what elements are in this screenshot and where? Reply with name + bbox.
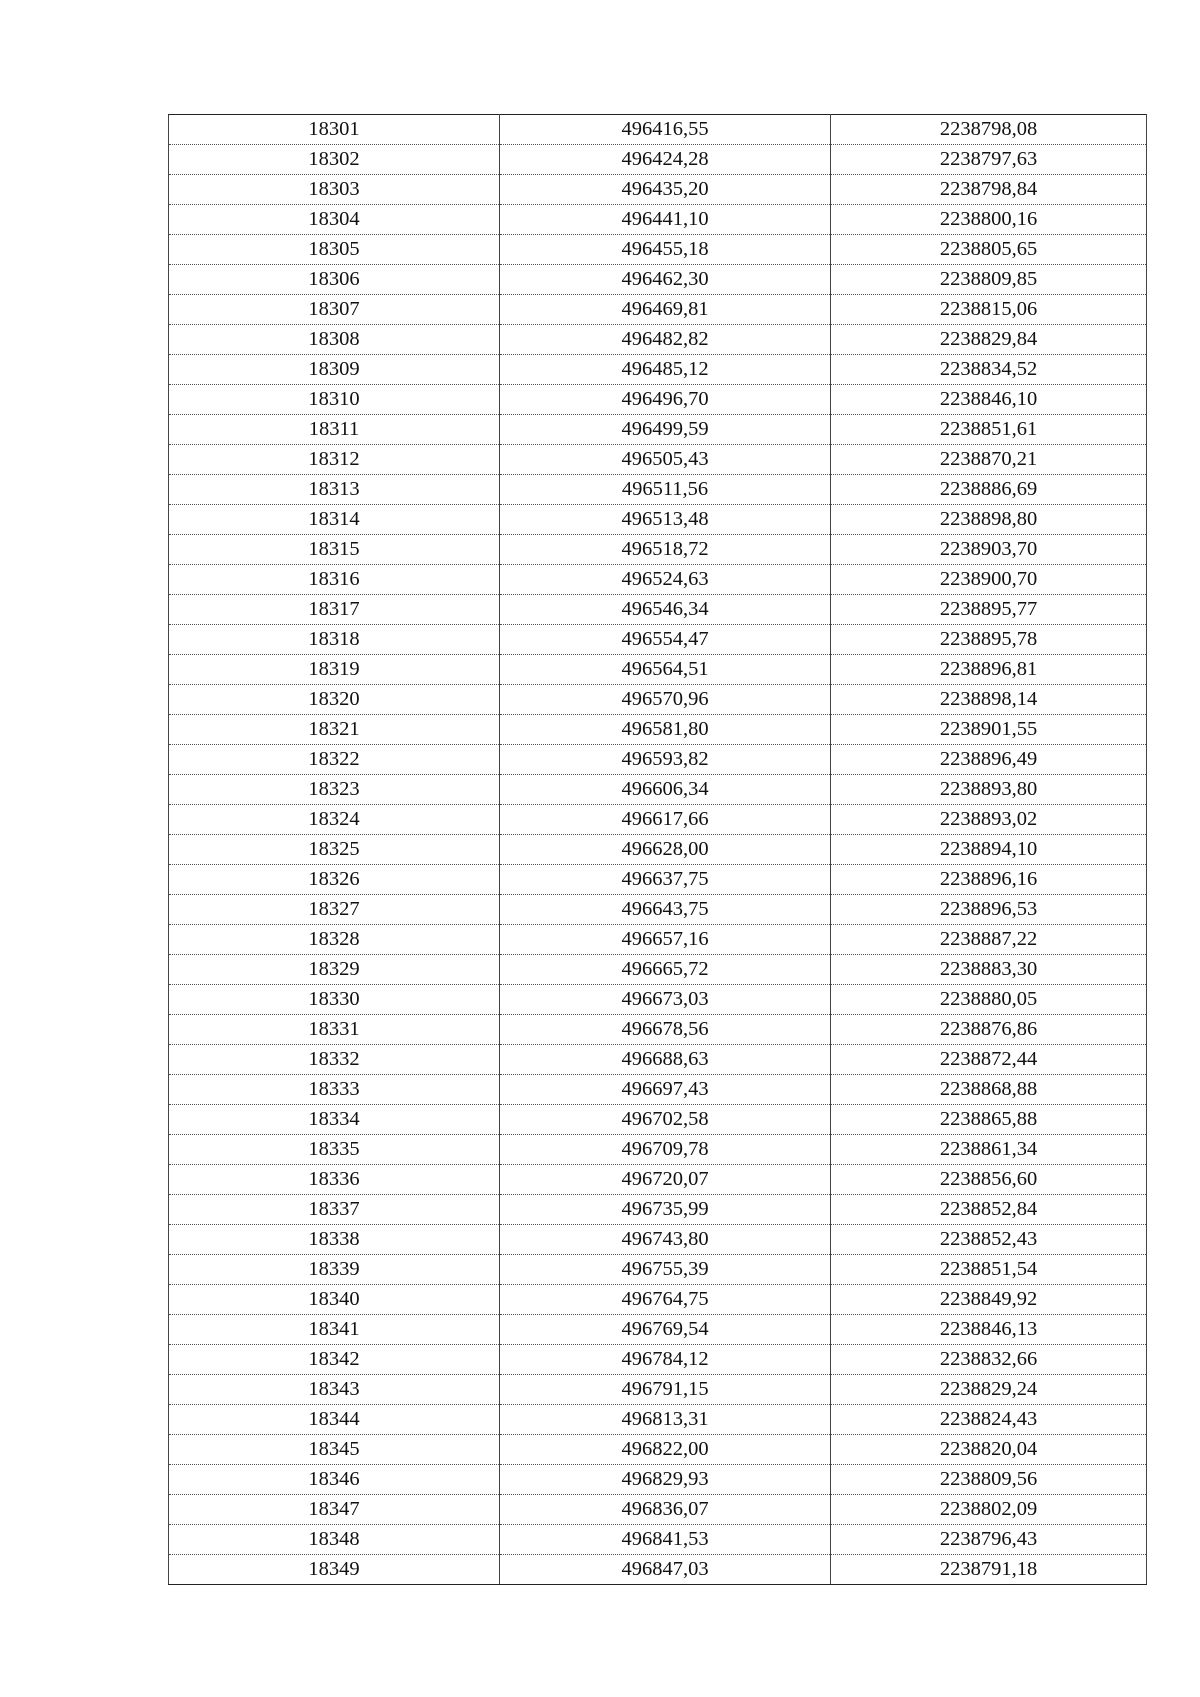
table-row	[169, 1045, 1147, 1075]
point-number-cell: 18306	[169, 265, 500, 295]
table-row	[169, 1465, 1147, 1495]
y-coordinate-cell: 2238851,61	[831, 415, 1147, 445]
x-coordinate-cell: 496735,99	[500, 1195, 831, 1225]
point-number-cell: 18327	[169, 895, 500, 925]
table-row	[169, 865, 1147, 895]
x-coordinate-cell: 496628,00	[500, 835, 831, 865]
x-coordinate-cell: 496743,80	[500, 1225, 831, 1255]
y-coordinate-cell: 2238809,85	[831, 265, 1147, 295]
x-coordinate-cell: 496546,34	[500, 595, 831, 625]
x-coordinate-cell: 496435,20	[500, 175, 831, 205]
point-number-cell: 18313	[169, 475, 500, 505]
point-number-cell: 18320	[169, 685, 500, 715]
point-number-cell: 18319	[169, 655, 500, 685]
y-coordinate-cell: 2238834,52	[831, 355, 1147, 385]
y-coordinate-cell: 2238883,30	[831, 955, 1147, 985]
table-row	[169, 1165, 1147, 1195]
x-coordinate-cell: 496813,31	[500, 1405, 831, 1435]
table-row	[169, 625, 1147, 655]
point-number-cell: 18324	[169, 805, 500, 835]
y-coordinate-cell: 2238887,22	[831, 925, 1147, 955]
table-row	[169, 385, 1147, 415]
x-coordinate-cell: 496688,63	[500, 1045, 831, 1075]
y-coordinate-cell: 2238880,05	[831, 985, 1147, 1015]
y-coordinate-cell: 2238893,02	[831, 805, 1147, 835]
y-coordinate-cell: 2238868,88	[831, 1075, 1147, 1105]
y-coordinate-cell: 2238832,66	[831, 1345, 1147, 1375]
y-coordinate-cell: 2238896,49	[831, 745, 1147, 775]
table-row	[169, 715, 1147, 745]
x-coordinate-cell: 496513,48	[500, 505, 831, 535]
x-coordinate-cell: 496606,34	[500, 775, 831, 805]
y-coordinate-cell: 2238809,56	[831, 1465, 1147, 1495]
y-coordinate-cell: 2238798,84	[831, 175, 1147, 205]
x-coordinate-cell: 496829,93	[500, 1465, 831, 1495]
x-coordinate-cell: 496841,53	[500, 1525, 831, 1555]
table-row	[169, 1435, 1147, 1465]
point-number-cell: 18334	[169, 1105, 500, 1135]
y-coordinate-cell: 2238870,21	[831, 445, 1147, 475]
point-number-cell: 18338	[169, 1225, 500, 1255]
table-row	[169, 115, 1147, 145]
table-row	[169, 1315, 1147, 1345]
x-coordinate-cell: 496678,56	[500, 1015, 831, 1045]
point-number-cell: 18314	[169, 505, 500, 535]
table-row	[169, 1285, 1147, 1315]
point-number-cell: 18335	[169, 1135, 500, 1165]
table-row	[169, 355, 1147, 385]
table-row	[169, 775, 1147, 805]
y-coordinate-cell: 2238886,69	[831, 475, 1147, 505]
x-coordinate-cell: 496469,81	[500, 295, 831, 325]
y-coordinate-cell: 2238895,78	[831, 625, 1147, 655]
y-coordinate-cell: 2238849,92	[831, 1285, 1147, 1315]
point-number-cell: 18347	[169, 1495, 500, 1525]
table-row	[169, 1555, 1147, 1585]
y-coordinate-cell: 2238797,63	[831, 145, 1147, 175]
table-row	[169, 1075, 1147, 1105]
y-coordinate-cell: 2238796,43	[831, 1525, 1147, 1555]
x-coordinate-cell: 496720,07	[500, 1165, 831, 1195]
point-number-cell: 18328	[169, 925, 500, 955]
y-coordinate-cell: 2238896,53	[831, 895, 1147, 925]
x-coordinate-cell: 496764,75	[500, 1285, 831, 1315]
point-number-cell: 18342	[169, 1345, 500, 1375]
y-coordinate-cell: 2238851,54	[831, 1255, 1147, 1285]
y-coordinate-cell: 2238829,24	[831, 1375, 1147, 1405]
y-coordinate-cell: 2238896,16	[831, 865, 1147, 895]
x-coordinate-cell: 496836,07	[500, 1495, 831, 1525]
table-row	[169, 655, 1147, 685]
y-coordinate-cell: 2238865,88	[831, 1105, 1147, 1135]
x-coordinate-cell: 496593,82	[500, 745, 831, 775]
point-number-cell: 18321	[169, 715, 500, 745]
point-number-cell: 18311	[169, 415, 500, 445]
table-row	[169, 445, 1147, 475]
point-number-cell: 18310	[169, 385, 500, 415]
table-row	[169, 1405, 1147, 1435]
x-coordinate-cell: 496581,80	[500, 715, 831, 745]
x-coordinate-cell: 496455,18	[500, 235, 831, 265]
point-number-cell: 18309	[169, 355, 500, 385]
x-coordinate-cell: 496496,70	[500, 385, 831, 415]
x-coordinate-cell: 496482,82	[500, 325, 831, 355]
point-number-cell: 18331	[169, 1015, 500, 1045]
y-coordinate-cell: 2238901,55	[831, 715, 1147, 745]
y-coordinate-cell: 2238846,13	[831, 1315, 1147, 1345]
point-number-cell: 18316	[169, 565, 500, 595]
point-number-cell: 18340	[169, 1285, 500, 1315]
x-coordinate-cell: 496702,58	[500, 1105, 831, 1135]
table-row	[169, 955, 1147, 985]
y-coordinate-cell: 2238824,43	[831, 1405, 1147, 1435]
x-coordinate-cell: 496485,12	[500, 355, 831, 385]
point-number-cell: 18317	[169, 595, 500, 625]
y-coordinate-cell: 2238798,08	[831, 115, 1147, 145]
y-coordinate-cell: 2238802,09	[831, 1495, 1147, 1525]
point-number-cell: 18315	[169, 535, 500, 565]
table-row	[169, 595, 1147, 625]
x-coordinate-cell: 496784,12	[500, 1345, 831, 1375]
point-number-cell: 18318	[169, 625, 500, 655]
table-row	[169, 295, 1147, 325]
table-row	[169, 1375, 1147, 1405]
y-coordinate-cell: 2238856,60	[831, 1165, 1147, 1195]
table-row	[169, 925, 1147, 955]
point-number-cell: 18307	[169, 295, 500, 325]
y-coordinate-cell: 2238852,84	[831, 1195, 1147, 1225]
x-coordinate-cell: 496637,75	[500, 865, 831, 895]
x-coordinate-cell: 496709,78	[500, 1135, 831, 1165]
table-row	[169, 1135, 1147, 1165]
y-coordinate-cell: 2238898,14	[831, 685, 1147, 715]
table-row	[169, 1345, 1147, 1375]
point-number-cell: 18323	[169, 775, 500, 805]
y-coordinate-cell: 2238815,06	[831, 295, 1147, 325]
table-row	[169, 145, 1147, 175]
point-number-cell: 18302	[169, 145, 500, 175]
y-coordinate-cell: 2238900,70	[831, 565, 1147, 595]
table-row	[169, 745, 1147, 775]
point-number-cell: 18303	[169, 175, 500, 205]
point-number-cell: 18332	[169, 1045, 500, 1075]
table-row	[169, 1105, 1147, 1135]
y-coordinate-cell: 2238876,86	[831, 1015, 1147, 1045]
point-number-cell: 18330	[169, 985, 500, 1015]
point-number-cell: 18312	[169, 445, 500, 475]
table-row	[169, 325, 1147, 355]
x-coordinate-cell: 496524,63	[500, 565, 831, 595]
x-coordinate-cell: 496564,51	[500, 655, 831, 685]
y-coordinate-cell: 2238895,77	[831, 595, 1147, 625]
table-row	[169, 1255, 1147, 1285]
x-coordinate-cell: 496424,28	[500, 145, 831, 175]
point-number-cell: 18305	[169, 235, 500, 265]
point-number-cell: 18333	[169, 1075, 500, 1105]
point-number-cell: 18308	[169, 325, 500, 355]
x-coordinate-cell: 496511,56	[500, 475, 831, 505]
x-coordinate-cell: 496755,39	[500, 1255, 831, 1285]
table-row	[169, 895, 1147, 925]
coordinates-table-body	[169, 115, 1147, 1585]
point-number-cell: 18326	[169, 865, 500, 895]
y-coordinate-cell: 2238829,84	[831, 325, 1147, 355]
x-coordinate-cell: 496791,15	[500, 1375, 831, 1405]
table-row	[169, 1495, 1147, 1525]
table-row	[169, 205, 1147, 235]
x-coordinate-cell: 496673,03	[500, 985, 831, 1015]
y-coordinate-cell: 2238800,16	[831, 205, 1147, 235]
x-coordinate-cell: 496416,55	[500, 115, 831, 145]
point-number-cell: 18325	[169, 835, 500, 865]
y-coordinate-cell: 2238805,65	[831, 235, 1147, 265]
point-number-cell: 18348	[169, 1525, 500, 1555]
point-number-cell: 18344	[169, 1405, 500, 1435]
coordinates-table	[168, 114, 1147, 1585]
y-coordinate-cell: 2238791,18	[831, 1555, 1147, 1585]
x-coordinate-cell: 496665,72	[500, 955, 831, 985]
point-number-cell: 18343	[169, 1375, 500, 1405]
x-coordinate-cell: 496769,54	[500, 1315, 831, 1345]
x-coordinate-cell: 496657,16	[500, 925, 831, 955]
point-number-cell: 18336	[169, 1165, 500, 1195]
y-coordinate-cell: 2238872,44	[831, 1045, 1147, 1075]
x-coordinate-cell: 496518,72	[500, 535, 831, 565]
x-coordinate-cell: 496822,00	[500, 1435, 831, 1465]
point-number-cell: 18337	[169, 1195, 500, 1225]
table-row	[169, 1225, 1147, 1255]
table-row	[169, 175, 1147, 205]
point-number-cell: 18339	[169, 1255, 500, 1285]
table-row	[169, 505, 1147, 535]
table-row	[169, 1525, 1147, 1555]
table-row	[169, 535, 1147, 565]
x-coordinate-cell: 496847,03	[500, 1555, 831, 1585]
point-number-cell: 18322	[169, 745, 500, 775]
x-coordinate-cell: 496505,43	[500, 445, 831, 475]
y-coordinate-cell: 2238896,81	[831, 655, 1147, 685]
x-coordinate-cell: 496617,66	[500, 805, 831, 835]
table-row	[169, 265, 1147, 295]
x-coordinate-cell: 496499,59	[500, 415, 831, 445]
y-coordinate-cell: 2238820,04	[831, 1435, 1147, 1465]
point-number-cell: 18346	[169, 1465, 500, 1495]
table-row	[169, 1015, 1147, 1045]
table-row	[169, 565, 1147, 595]
table-row	[169, 805, 1147, 835]
y-coordinate-cell: 2238852,43	[831, 1225, 1147, 1255]
table-row	[169, 475, 1147, 505]
point-number-cell: 18341	[169, 1315, 500, 1345]
y-coordinate-cell: 2238846,10	[831, 385, 1147, 415]
y-coordinate-cell: 2238903,70	[831, 535, 1147, 565]
point-number-cell: 18304	[169, 205, 500, 235]
y-coordinate-cell: 2238893,80	[831, 775, 1147, 805]
table-row	[169, 685, 1147, 715]
point-number-cell: 18349	[169, 1555, 500, 1585]
x-coordinate-cell: 496462,30	[500, 265, 831, 295]
x-coordinate-cell: 496643,75	[500, 895, 831, 925]
x-coordinate-cell: 496697,43	[500, 1075, 831, 1105]
table-row	[169, 985, 1147, 1015]
y-coordinate-cell: 2238894,10	[831, 835, 1147, 865]
table-row	[169, 235, 1147, 265]
x-coordinate-cell: 496570,96	[500, 685, 831, 715]
y-coordinate-cell: 2238861,34	[831, 1135, 1147, 1165]
y-coordinate-cell: 2238898,80	[831, 505, 1147, 535]
table-row	[169, 1195, 1147, 1225]
x-coordinate-cell: 496441,10	[500, 205, 831, 235]
point-number-cell: 18301	[169, 115, 500, 145]
x-coordinate-cell: 496554,47	[500, 625, 831, 655]
point-number-cell: 18329	[169, 955, 500, 985]
table-row	[169, 415, 1147, 445]
point-number-cell: 18345	[169, 1435, 500, 1465]
table-row	[169, 835, 1147, 865]
